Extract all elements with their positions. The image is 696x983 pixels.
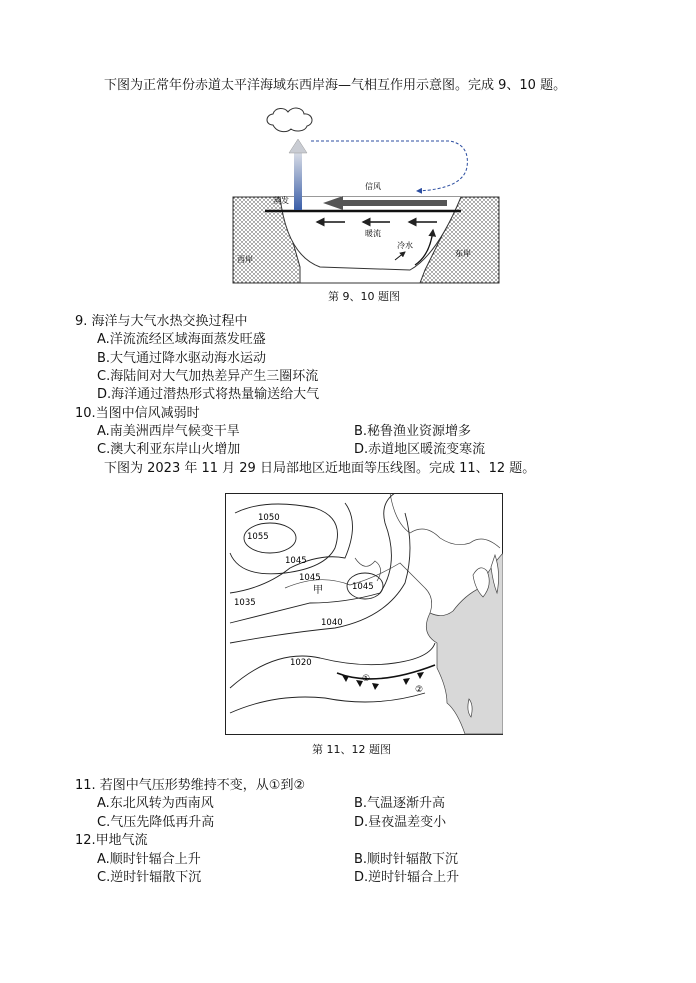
- question-11-option-d: D.昼夜温差变小: [354, 815, 447, 830]
- label-east-coast: 东岸: [455, 249, 471, 258]
- question-9-stem: 9. 海洋与大气水热交换过程中: [75, 314, 248, 329]
- question-12-option-d: D.逆时针辐合上升: [354, 870, 460, 885]
- question-10-option-c: C.澳大利亚东岸山火增加: [97, 442, 241, 457]
- label-trade-wind: 信风: [365, 182, 381, 191]
- question-12-option-b: B.顺时针辐散下沉: [354, 852, 459, 867]
- location-jia: 甲: [313, 585, 323, 596]
- isobar-label-1045-b: 1045: [299, 573, 321, 583]
- question-11-stem: 11. 若图中气压形势维持不变，从①到②: [75, 778, 306, 793]
- isobar-map: [225, 493, 503, 735]
- cloud-icon: [267, 108, 312, 132]
- label-west-coast: 西岸: [237, 255, 253, 264]
- question-9-option-a: A.洋流流经区域海面蒸发旺盛: [97, 332, 266, 347]
- isobar-label-1020: 1020: [290, 658, 312, 668]
- question-12-option-c: C.逆时针辐散下沉: [97, 870, 202, 885]
- question-9-option-c: C.海陆间对大气加热差异产生三圈环流: [97, 369, 319, 384]
- label-evaporation: 蒸发: [273, 196, 289, 205]
- isobar-label-1045-a: 1045: [285, 556, 307, 566]
- isobar-label-1050: 1050: [258, 513, 280, 523]
- point-2: ②: [415, 685, 424, 695]
- question-10-option-b: B.秘鲁渔业资源增多: [354, 424, 472, 439]
- isobar-label-1035: 1035: [234, 598, 256, 608]
- label-cold-water: 冷水: [397, 241, 413, 250]
- question-9-option-b: B.大气通过降水驱动海水运动: [97, 351, 267, 366]
- intro-text-2: 下图为 2023 年 11 月 29 日局部地区近地面等压线图。完成 11、12 题。: [104, 461, 536, 476]
- isobar-label-1045-c: 1045: [352, 582, 374, 592]
- air-sea-interaction-diagram: [225, 105, 505, 290]
- question-11-option-c: C.气压先降低再升高: [97, 815, 215, 830]
- question-10-option-a: A.南美洲西岸气候变干旱: [97, 424, 240, 439]
- figure-caption-2: 第 11、12 题图: [312, 743, 391, 756]
- question-11-option-a: A.东北风转为西南风: [97, 796, 214, 811]
- point-1: ①: [362, 674, 371, 684]
- evaporation-arrow: [294, 152, 302, 210]
- figure-caption-1: 第 9、10 题图: [328, 290, 400, 303]
- question-10-stem: 10.当图中信风减弱时: [75, 406, 200, 421]
- question-11-option-b: B.气温逐渐升高: [354, 796, 446, 811]
- label-warm-current: 暖流: [365, 229, 381, 238]
- isobar-label-1055: 1055: [247, 532, 269, 542]
- question-9-option-d: D.海洋通过潜热形式将热量输送给大气: [97, 387, 320, 402]
- question-12-option-a: A.顺时针辐合上升: [97, 852, 201, 867]
- isobar-label-1040: 1040: [321, 618, 343, 628]
- question-10-option-d: D.赤道地区暖流变寒流: [354, 442, 486, 457]
- intro-text-1: 下图为正常年份赤道太平洋海域东西岸海—气相互作用示意图。完成 9、10 题。: [104, 78, 567, 93]
- question-12-stem: 12.甲地气流: [75, 833, 148, 848]
